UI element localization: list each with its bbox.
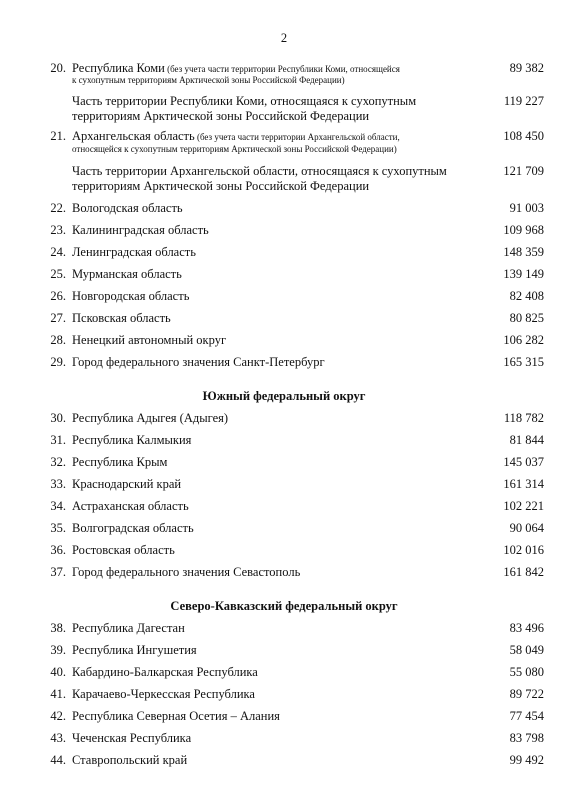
row-value: 165 315 — [503, 355, 544, 369]
row-number: 30. — [50, 411, 66, 425]
row-name: Республика Северная Осетия – Алания — [72, 709, 280, 723]
row-number: 26. — [50, 289, 66, 303]
row-value: 119 227 — [503, 94, 544, 108]
row-value: 108 450 — [503, 129, 544, 143]
row-name: Республика Дагестан — [72, 621, 185, 635]
row-value: 99 492 — [509, 753, 544, 767]
row-number: 24. — [50, 245, 66, 259]
section-heading: Северо-Кавказский федеральный округ — [170, 599, 398, 613]
row-number: 35. — [50, 521, 66, 535]
row-number: 27. — [50, 311, 66, 325]
row-name: Республика Коми (без учета части территории Республики Коми, относящейся — [72, 61, 400, 75]
row-value: 89 382 — [509, 61, 544, 75]
row-name: к сухопутным территориям Арктической зоны Российской Федерации) — [72, 75, 345, 85]
row-name: Часть территории Республики Коми, относящаяся к сухопутным — [72, 94, 417, 108]
row-number: 28. — [50, 333, 66, 347]
row-number: 21. — [50, 129, 66, 143]
section-heading: Южный федеральный округ — [202, 389, 366, 403]
row-name: Волгоградская область — [72, 521, 194, 535]
row-number: 32. — [50, 455, 66, 469]
row-number: 31. — [50, 433, 66, 447]
row-name: Часть территории Архангельской области, относящаяся к сухопутным — [72, 164, 447, 178]
row-number: 38. — [50, 621, 66, 635]
row-value: 161 842 — [503, 565, 544, 579]
row-value: 102 016 — [503, 543, 544, 557]
row-number: 22. — [50, 201, 66, 215]
row-value: 90 064 — [509, 521, 544, 535]
row-value: 161 314 — [503, 477, 544, 491]
row-name: Ростовская область — [72, 543, 175, 557]
row-number: 41. — [50, 687, 66, 701]
row-number: 29. — [50, 355, 66, 369]
row-name: Чеченская Республика — [72, 731, 192, 745]
row-name: Республика Ингушетия — [72, 643, 197, 657]
row-name: Мурманская область — [72, 267, 182, 281]
row-name: Кабардино-Балкарская Республика — [72, 665, 258, 679]
row-number: 40. — [50, 665, 66, 679]
row-name: относящейся к сухопутным территориям Арктической зоны Российской Федерации) — [72, 144, 397, 154]
row-number: 36. — [50, 543, 66, 557]
row-value: 148 359 — [503, 245, 544, 259]
row-value: 55 080 — [509, 665, 544, 679]
row-number: 23. — [50, 223, 66, 237]
row-name: Новгородская область — [72, 289, 190, 303]
row-value: 58 049 — [509, 643, 544, 657]
row-value: 145 037 — [503, 455, 544, 469]
row-value: 82 408 — [509, 289, 544, 303]
row-name: Псковская область — [72, 311, 171, 325]
row-name: Ленинградская область — [72, 245, 196, 259]
row-name: Ненецкий автономный округ — [72, 333, 227, 347]
row-value: 91 003 — [509, 201, 544, 215]
row-number: 44. — [50, 753, 66, 767]
row-name: Калининградская область — [72, 223, 209, 237]
row-name: территориям Арктической зоны Российской Федерации — [72, 179, 370, 193]
row-number: 42. — [50, 709, 66, 723]
row-value: 102 221 — [503, 499, 544, 513]
row-value: 109 968 — [503, 223, 544, 237]
row-value: 83 798 — [509, 731, 544, 745]
row-value: 83 496 — [509, 621, 544, 635]
row-name: Вологодская область — [72, 201, 183, 215]
row-number: 25. — [50, 267, 66, 281]
row-number: 39. — [50, 643, 66, 657]
row-value: 121 709 — [503, 164, 544, 178]
row-name: Краснодарский край — [72, 477, 182, 491]
row-value: 89 722 — [509, 687, 544, 701]
row-value: 118 782 — [503, 411, 544, 425]
row-value: 81 844 — [509, 433, 544, 447]
row-value: 106 282 — [503, 333, 544, 347]
row-number: 43. — [50, 731, 66, 745]
row-name: Республика Калмыкия — [72, 433, 192, 447]
row-name: Астраханская область — [72, 499, 189, 513]
row-name: территориям Арктической зоны Российской Федерации — [72, 109, 370, 123]
row-value: 80 825 — [509, 311, 544, 325]
row-name: Карачаево-Черкесская Республика — [72, 687, 255, 701]
row-number: 34. — [50, 499, 66, 513]
row-name: Город федерального значения Севастополь — [72, 565, 301, 579]
row-number: 37. — [50, 565, 66, 579]
row-value: 77 454 — [509, 709, 544, 723]
row-name: Республика Адыгея (Адыгея) — [72, 411, 229, 425]
row-name: Город федерального значения Санкт-Петербург — [72, 355, 325, 369]
row-name: Ставропольский край — [72, 753, 188, 767]
page-number: 2 — [280, 31, 288, 45]
row-name: Республика Крым — [72, 455, 168, 469]
row-number: 20. — [50, 61, 66, 75]
row-value: 139 149 — [503, 267, 544, 281]
row-name: Архангельская область (без учета части территории Архангельской области, — [72, 129, 400, 143]
row-number: 33. — [50, 477, 66, 491]
